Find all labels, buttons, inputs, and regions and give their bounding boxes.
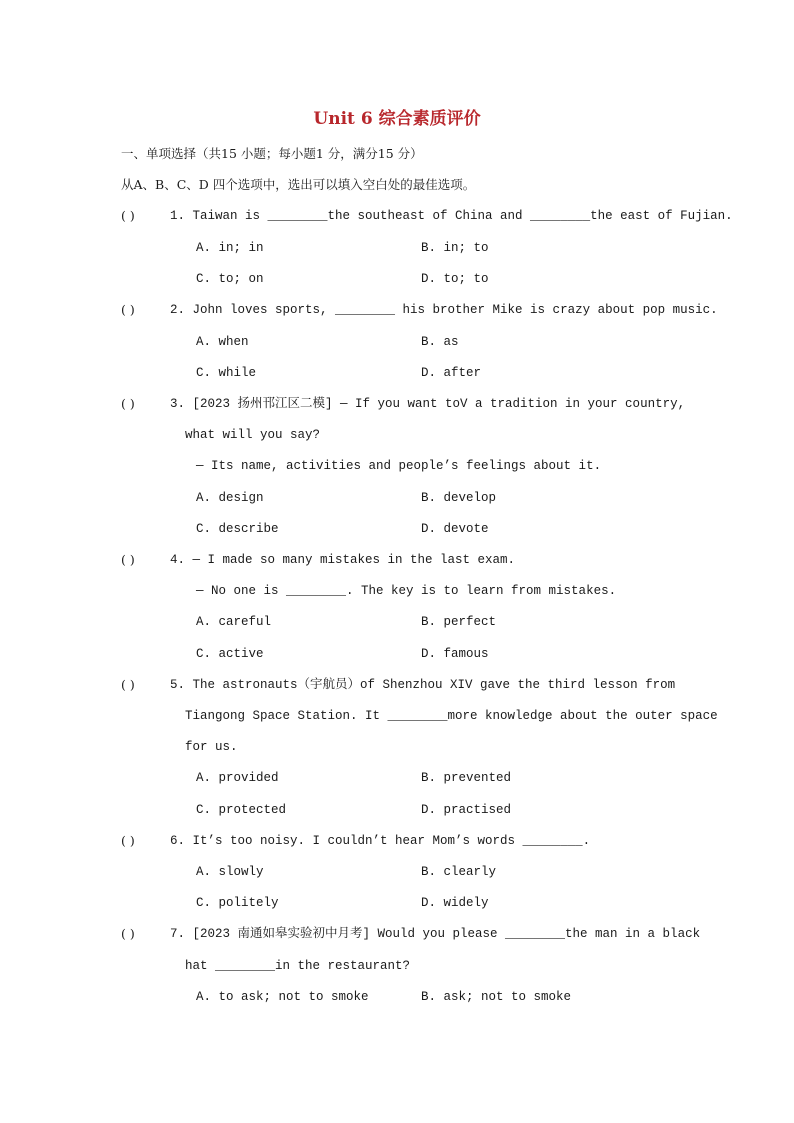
dialogue-response: — Its name, activities and people’s feelings about it. [196,459,602,473]
question-stem: 6. It’s too noisy. I couldn’t hear Mom’s words ________. [170,834,591,848]
answer-bracket[interactable]: ( ) [121,926,135,941]
option-b[interactable]: B. in; to [421,241,489,255]
answer-bracket[interactable]: ( ) [121,396,135,411]
section-instruction: 从A、B、C、D 四个选项中，选出可以填入空白处的最佳选项。 [121,177,476,192]
answer-bracket[interactable]: ( ) [121,302,135,317]
option-c[interactable]: C. protected [196,803,287,817]
option-d[interactable]: D. widely [421,896,489,910]
option-b[interactable]: B. as [421,335,459,349]
section-heading: 一、单项选择（共15 小题；每小题1 分，满分15 分） [121,146,423,161]
option-b[interactable]: B. develop [421,491,497,505]
answer-bracket[interactable]: ( ) [121,552,135,567]
option-a[interactable]: A. careful [196,615,272,629]
page-title: Unit 6 综合素质评价 [313,109,481,129]
option-c[interactable]: C. politely [196,896,279,910]
answer-bracket[interactable]: ( ) [121,208,135,223]
option-a[interactable]: A. when [196,335,249,349]
option-c[interactable]: C. to; on [196,272,264,286]
question-stem: 3. [2023 扬州邗江区二模] — If you want toV a tradition in your country, [170,397,686,411]
option-c[interactable]: C. while [196,366,257,380]
question-stem: 4. — I made so many mistakes in the last exam. [170,553,516,567]
question-stem-continued: for us. [185,740,238,754]
option-a[interactable]: A. to ask; not to smoke [196,990,369,1004]
dialogue-response: — No one is ________. The key is to learn from mistakes. [196,584,617,598]
question-stem-continued: Tiangong Space Station. It ________more knowledge about the outer space [185,709,718,723]
option-b[interactable]: B. ask; not to smoke [421,990,572,1004]
option-b[interactable]: B. perfect [421,615,497,629]
option-d[interactable]: D. after [421,366,482,380]
option-d[interactable]: D. famous [421,647,489,661]
question-stem: 5. The astronauts（宇航员）of Shenzhou XIV gave the third lesson from [170,678,676,692]
answer-bracket[interactable]: ( ) [121,677,135,692]
question-stem: 2. John loves sports, ________ his brother Mike is crazy about pop music. [170,303,718,317]
option-b[interactable]: B. clearly [421,865,497,879]
question-stem-continued: what will you say? [185,428,321,442]
option-d[interactable]: D. devote [421,522,489,536]
option-c[interactable]: C. active [196,647,264,661]
option-a[interactable]: A. slowly [196,865,264,879]
question-stem: 7. [2023 南通如皋实验初中月考] Would you please ________the man in a black [170,927,701,941]
option-c[interactable]: C. describe [196,522,279,536]
answer-bracket[interactable]: ( ) [121,833,135,848]
question-stem-continued: hat ________in the restaurant? [185,959,411,973]
option-d[interactable]: D. to; to [421,272,489,286]
question-stem: 1. Taiwan is ________the southeast of China and ________the east of Fujian. [170,209,733,223]
option-a[interactable]: A. design [196,491,264,505]
option-a[interactable]: A. provided [196,771,279,785]
option-d[interactable]: D. practised [421,803,512,817]
option-b[interactable]: B. prevented [421,771,512,785]
option-a[interactable]: A. in; in [196,241,264,255]
